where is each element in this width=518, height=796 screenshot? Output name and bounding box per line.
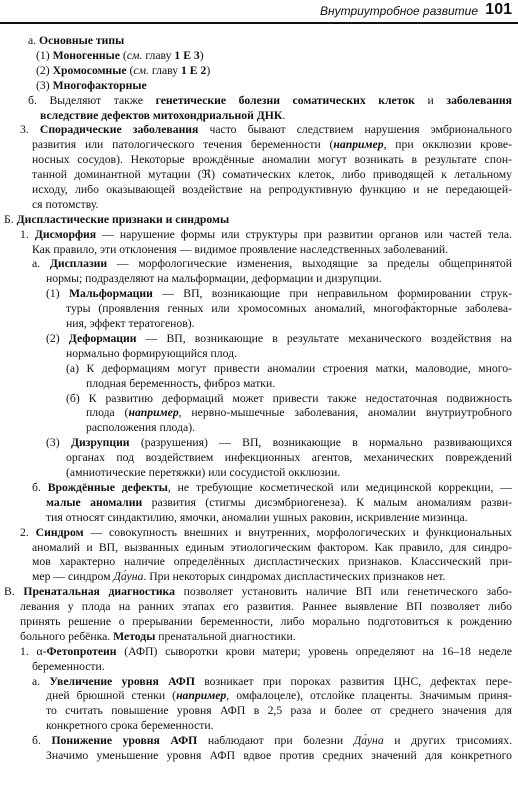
text-run: генетические болезни соматических клеток xyxy=(155,93,415,107)
text-line xyxy=(0,257,512,272)
text-run: 1 Е 3 xyxy=(174,48,200,62)
text-run: тия относят синдактилию, ямочки, аномалии ушных раковин, искривление мизинца. xyxy=(46,510,468,524)
text-run: Хромосомные xyxy=(52,63,127,77)
text-run: ( xyxy=(119,48,127,62)
text-run: развития или патологического течения беременности ( xyxy=(32,138,334,152)
text-run: Мальформации xyxy=(68,287,153,301)
text-line xyxy=(0,675,512,690)
text-run: носных сосудов). Некоторые врождённые аномалии могут возникать в результате спон- xyxy=(32,153,512,167)
text-line xyxy=(0,734,512,749)
text-run: туры (проявления генных или хромосомных аномалий, многофа́кторные заболева- xyxy=(66,302,512,316)
text-run: и других трисомиях. xyxy=(383,734,512,748)
text-line xyxy=(0,749,512,764)
text-run: (амниотические перетяжки) или сосудистой окклюзии. xyxy=(66,466,341,480)
text-run: ) xyxy=(199,48,204,62)
running-header-title: Внутриутробное развитие xyxy=(319,4,478,18)
text-line xyxy=(0,406,512,421)
text-run: больного ребёнка. xyxy=(20,629,114,643)
text-line xyxy=(0,555,512,570)
text-run: плодная беременность, фиброз матки. xyxy=(86,376,276,390)
text-line xyxy=(0,421,512,436)
text-run: (2) xyxy=(46,331,69,345)
text-line xyxy=(0,362,512,377)
text-line xyxy=(0,213,512,228)
text-run: Моногенные xyxy=(52,48,120,62)
text-run: а. xyxy=(32,257,50,271)
text-run: возникает при пороках развития ЦНС, дефектах пере- xyxy=(194,674,512,688)
text-line xyxy=(0,704,512,719)
text-run: Б. xyxy=(4,212,17,226)
text-run: позволяет установить наличие ВП или генетического забо- xyxy=(174,585,512,599)
text-line xyxy=(0,228,512,243)
text-run: (а) К деформациям могут привести аномалии строения матки, маловодие, много- xyxy=(66,361,512,375)
text-run: Понижение уровня АФП xyxy=(51,734,198,748)
text-line xyxy=(0,526,512,541)
text-line xyxy=(0,302,512,317)
text-run: ния, эффект тератогенов). xyxy=(66,317,195,331)
text-run: Методы xyxy=(113,629,156,643)
text-line xyxy=(0,645,512,660)
text-run: например xyxy=(128,406,179,420)
text-run: нормально формирующийся плод. xyxy=(66,346,238,360)
page-body xyxy=(0,34,512,764)
text-run: органах под воздействием инфекционных агентов, механических повреждений xyxy=(66,451,512,465)
text-run: заболевания xyxy=(446,93,512,107)
text-run: — ВП, возникающие в результате механического воздействия на xyxy=(136,331,512,345)
text-run: Дисморфия xyxy=(34,227,97,241)
text-run: см. xyxy=(126,48,143,62)
text-run: Деформации xyxy=(68,331,137,345)
text-run: развития (стигмы дисэмбриогенеза). К малым аномалиям разви- xyxy=(142,495,512,509)
text-line xyxy=(0,109,512,124)
text-run: беременности. xyxy=(32,659,105,673)
page-number: 101 xyxy=(485,1,512,18)
text-run: Многофакторные xyxy=(52,78,147,92)
text-run: принять решение о прерывании беременности, либо морально подготовиться к рождению xyxy=(20,614,512,628)
text-run: и xyxy=(414,93,447,107)
text-run: 1. xyxy=(20,227,35,241)
text-run: (разрушения) — ВП, возникающие в нормально развивающихся xyxy=(129,436,512,450)
text-line xyxy=(0,153,512,168)
text-line xyxy=(0,79,512,94)
text-line xyxy=(0,660,512,675)
text-run: нормы; подразделяют на мальформации, деформации и дизрупции. xyxy=(46,272,382,286)
text-run: б. xyxy=(32,480,48,494)
text-run: (3) xyxy=(46,436,71,450)
text-run: часто бывают следствием нарушения эмбрионального xyxy=(198,123,512,137)
text-run: Врождённые дефекты xyxy=(47,480,168,494)
text-run: Увеличение уровня АФП xyxy=(49,674,195,688)
text-line xyxy=(0,198,512,213)
text-line xyxy=(0,168,512,183)
text-run: 1 Е 2 xyxy=(181,63,207,77)
text-line xyxy=(0,287,512,302)
text-line xyxy=(0,585,512,600)
text-line xyxy=(0,511,512,526)
text-run: пренатальной диагностики. xyxy=(155,629,296,643)
text-line xyxy=(0,630,512,645)
text-line xyxy=(0,94,512,109)
text-line xyxy=(0,719,512,734)
text-run: Дизрупции xyxy=(70,436,130,450)
text-line xyxy=(0,347,512,362)
text-run: В. xyxy=(4,585,24,599)
text-run: 1. α- xyxy=(20,644,47,658)
text-run: ) xyxy=(206,63,211,77)
text-run: левания у плода на ранних этапах его развития. Раннее выявление ВП позволяет либо xyxy=(20,600,512,614)
text-run: 2. xyxy=(20,525,36,539)
text-run: наблюдают при болезни xyxy=(197,734,354,748)
text-run: Да́уна xyxy=(113,570,144,584)
text-run: плода ( xyxy=(86,406,129,420)
text-run: Дисплазии xyxy=(49,257,108,271)
text-run: то считать повышение уровня АФП в 2,5 раза и более от среднего значения для xyxy=(46,704,512,718)
text-line xyxy=(0,243,512,258)
text-line xyxy=(0,317,512,332)
text-run: — нарушение формы или структуры при развитии органов или частей тела. xyxy=(96,227,512,241)
text-run: — совокупность внешних и внутренних, морфологических и функциональных xyxy=(83,525,512,539)
text-run: Фетопротеин xyxy=(46,644,117,658)
text-run: Значимо уменьшение уровня АФП вдвое против средних значений для конкретного xyxy=(46,749,512,763)
text-run: Спорадические заболевания xyxy=(39,123,199,137)
text-run: (1) xyxy=(46,287,69,301)
text-line xyxy=(0,49,512,64)
text-run: мов характерно наличие определённых диспластических признаков. Классический при- xyxy=(32,555,512,569)
text-run: ( xyxy=(126,63,134,77)
text-run: , омфалоцеле), отслойке плаценты. Значимым приня- xyxy=(226,689,512,703)
text-run: а. xyxy=(32,674,50,688)
text-run: (3) xyxy=(36,78,53,92)
text-line xyxy=(0,570,512,585)
text-run: , не требующие косметической или медицинской коррекции, — xyxy=(167,480,512,494)
text-line xyxy=(0,600,512,615)
text-run: расположения плода). xyxy=(86,421,196,435)
text-run: главу xyxy=(149,63,182,77)
text-run: Пренатальная диагностика xyxy=(23,585,175,599)
text-run: вследствие дефектов митохондриальной ДНК xyxy=(40,108,283,122)
text-line xyxy=(0,332,512,347)
text-run: мер — синдром xyxy=(32,570,114,584)
text-run: например xyxy=(176,689,227,703)
text-line xyxy=(0,64,512,79)
text-run: 3. xyxy=(20,123,40,137)
text-run: Как правило, эти отклонения — видимое проявление наследственных заболеваний. xyxy=(32,242,449,256)
text-line xyxy=(0,541,512,556)
text-run: Синдром xyxy=(35,525,84,539)
text-run: например xyxy=(333,138,384,152)
text-run: исходу, либо оказывающей воздействие на репродуктивную функцию и не передающей- xyxy=(32,182,512,196)
text-run: танной доминантной мутации (ℜ) соматических клеток, либо приводящей к летальному xyxy=(32,168,512,182)
text-run: . xyxy=(282,108,286,122)
text-line xyxy=(0,615,512,630)
text-run: (2) xyxy=(36,63,53,77)
text-run: конкретного срока беременности. xyxy=(46,719,214,733)
text-run: . При некоторых синдромах диспластических признаков нет. xyxy=(143,570,446,584)
text-line xyxy=(0,496,512,511)
text-line xyxy=(0,377,512,392)
text-run: аномалий и ВП, вызванных единым этиологическим фактором. Как правило, для синдро- xyxy=(32,540,512,554)
text-run: Диспластические признаки и синдромы xyxy=(16,212,230,226)
running-header xyxy=(0,0,518,24)
text-run: дней брюшной стенки ( xyxy=(46,689,177,703)
text-run: главу xyxy=(142,48,175,62)
text-run: — морфологические изменения, выходящие за пределы общепринятой xyxy=(107,257,512,271)
text-run: ся потомству. xyxy=(32,197,99,211)
text-run: б. Выделяют также xyxy=(28,93,156,107)
text-line xyxy=(0,451,512,466)
text-line xyxy=(0,272,512,287)
text-line xyxy=(0,436,512,451)
text-line xyxy=(0,138,512,153)
text-run: Да́уна xyxy=(353,734,384,748)
text-run: а. xyxy=(28,34,40,47)
text-run: , нервно-мышечные заболевания, аномалии внутриутробного xyxy=(178,406,512,420)
text-run: см. xyxy=(133,63,149,77)
text-run: Основные типы xyxy=(39,34,125,47)
text-run: б. xyxy=(32,734,52,748)
text-run: — ВП, возникающие при неправильном формировании струк- xyxy=(152,287,512,301)
text-run: (АФП) сыворотки крови матери; уровень определяют на 16–18 неделе xyxy=(116,644,512,658)
text-run: , при окклюзии крове- xyxy=(383,138,512,152)
text-line xyxy=(0,392,512,407)
text-line xyxy=(0,183,512,198)
text-run: малые аномалии xyxy=(46,495,143,509)
text-line xyxy=(0,466,512,481)
text-line xyxy=(0,34,512,49)
text-line xyxy=(0,481,512,496)
text-run: (б) К развитию деформаций может привести также недостаточная подвижность xyxy=(66,391,512,405)
text-run: (1) xyxy=(36,48,53,62)
text-line xyxy=(0,689,512,704)
text-line xyxy=(0,123,512,138)
